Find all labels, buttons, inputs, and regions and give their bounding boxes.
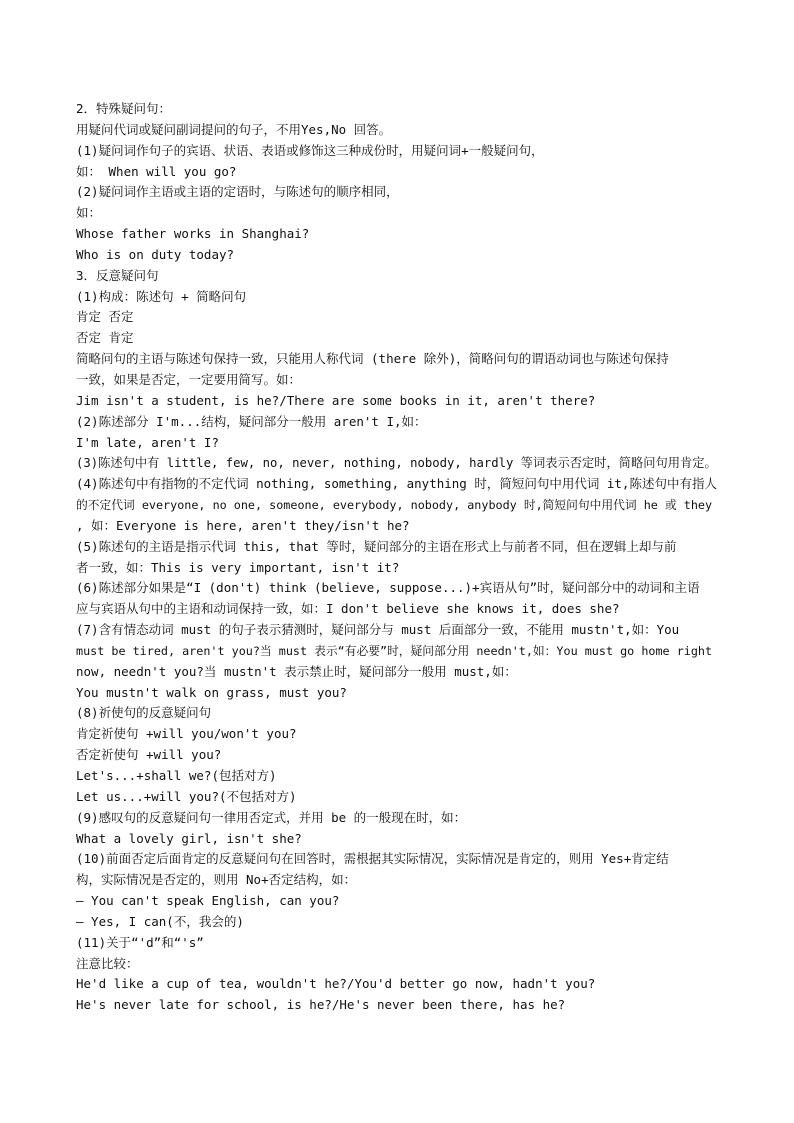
text-line: — Yes, I can(不，我会的) <box>76 913 244 929</box>
text-line: 构，实际情况是否定的，则用 No+否定结构，如： <box>76 872 357 888</box>
text-line: 的不定代词 everyone, no one, someone, everybody, nobody, anybody 时,简短问句中用代词 he 或 they <box>76 498 713 513</box>
text-line: 简略问句的主语与陈述句保持一致，只能用人称代词 (there 除外)，简略问句的谓语动词也与陈述句保持 <box>76 351 669 367</box>
text-line: (3)陈述句中有 little, few, no, never, nothing, nobody, hardly 等词表示否定时，简略问句用肯定。 <box>76 456 717 471</box>
text-line: What a lovely girl, isn't she? <box>76 830 302 846</box>
text-line: Let us...+will you?(不包括对方) <box>76 788 297 804</box>
text-line: (1)构成：陈述句 + 简略问句 <box>76 288 247 304</box>
document-body <box>76 99 721 1016</box>
text-line: He's never late for school, is he?/He's never been there, has he? <box>76 997 566 1013</box>
text-line: 肯定祈使句 +will you/won't you? <box>76 726 297 742</box>
text-line: 注意比较： <box>76 955 139 971</box>
text-line: 如： <box>76 205 102 221</box>
text-line: I'm late, aren't I? <box>76 434 219 450</box>
text-line: (4)陈述句中有指物的不定代词 nothing, something, anything 时，简短问句中用代词 it,陈述句中有指人 <box>76 476 717 492</box>
text-line: Let's...+shall we?(包括对方) <box>76 768 277 783</box>
text-line: must be tired, aren't you?当 must 表示“有必要”时，疑问部分用 needn't,如：You must go home right <box>76 643 713 658</box>
text-line: (5)陈述句的主语是指示代词 this, that 等时，疑问部分的主语在形式上与前者不同，但在逻辑上却与前 <box>76 538 677 554</box>
text-line: (7)含有情态动词 must 的句子表示猜测时，疑问部分与 must 后面部分一致，不能用 mustn't,如：You <box>76 622 680 638</box>
text-line: (11)关于“'d”和“'s” <box>76 934 204 950</box>
text-line: 如： When will you go? <box>76 163 237 179</box>
text-line: — You can't speak English, can you? <box>76 893 340 909</box>
text-line: (1)疑问词作句子的宾语、状语、表语或修饰这三种成份时，用疑问词+一般疑问句， <box>76 142 544 158</box>
text-line: You mustn't walk on grass, must you? <box>76 684 347 700</box>
text-line: 一致，如果是否定，一定要用简写。如： <box>76 371 302 387</box>
text-line: 肯定 否定 <box>76 309 134 325</box>
text-line: (9)感叹句的反意疑问句一律用否定式，并用 be 的一般现在时，如： <box>76 809 467 825</box>
text-line: 应与宾语从句中的主语和动词保持一致，如：I don't believe she knows it, does she? <box>76 601 620 617</box>
text-line: 2．特殊疑问句： <box>76 101 172 116</box>
text-line: , 如：Everyone is here, aren't they/isn't he? <box>76 517 410 533</box>
text-line: (2)疑问词作主语或主语的定语时，与陈述句的顺序相同， <box>76 184 399 200</box>
text-line: (8)祈使句的反意疑问句 <box>76 705 212 721</box>
text-line: (10)前面否定后面肯定的反意疑问句在回答时，需根据其实际情况，实际情况是肯定的，则用 Yes+肯定结 <box>76 851 669 867</box>
text-line: 否定 肯定 <box>76 330 134 346</box>
text-line: Whose father works in Shanghai? <box>76 226 310 242</box>
text-line: 者一致，如：This is very important, isn't it? <box>76 559 400 575</box>
text-line: 否定祈使句 +will you? <box>76 747 222 763</box>
text-line: Who is on duty today? <box>76 246 235 262</box>
text-line: now, needn't you?当 mustn't 表示禁止时，疑问部分一般用 must,如： <box>76 663 517 679</box>
text-line: He'd like a cup of tea, wouldn't he?/You'd better go now, hadn't you? <box>76 976 596 992</box>
text-line: 用疑问代词或疑问副词提问的句子，不用Yes,No 回答。 <box>76 121 392 137</box>
text-line: (2)陈述部分 I'm...结构，疑问部分一般用 aren't I,如： <box>76 413 427 429</box>
text-line: Jim isn't a student, is he?/There are some books in it, aren't there? <box>76 392 596 408</box>
text-line: 3．反意疑问句 <box>76 267 159 283</box>
text-line: (6)陈述部分如果是“I (don't) think (believe, suppose...)+宾语从句”时，疑问部分中的动词和主语 <box>76 580 700 596</box>
